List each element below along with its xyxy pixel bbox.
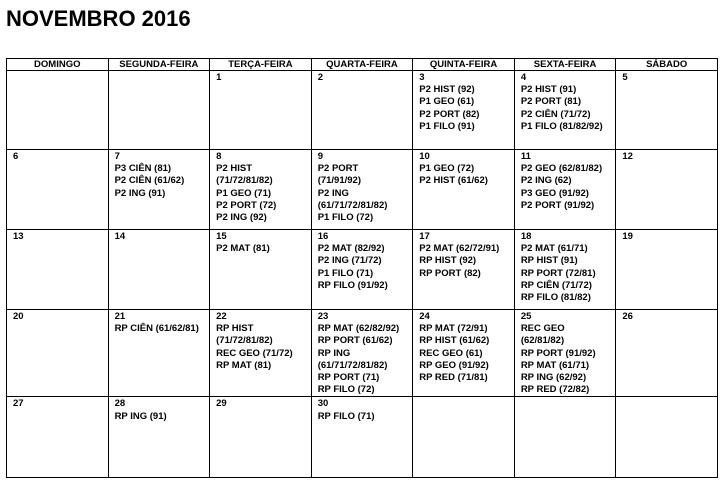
exam-entry: P2 CIÊN (71/72) [520,108,591,120]
day-cell-19 [616,230,718,310]
exam-entry: P3 CIÊN (81) [114,163,172,175]
day-number: 21 [114,311,126,322]
day-cell-17 [413,230,515,310]
exam-entry: REC GEO (61) [419,347,483,359]
exam-entry: RP ING (62/92) [520,372,587,384]
exam-entry: P1 GEO (61) [419,96,475,108]
day-number: 26 [622,311,633,322]
day-number: 24 [419,311,430,322]
exam-entry: RP CIÊN (71/72) [520,279,592,291]
day-number: 19 [622,231,633,242]
day-number: 7 [114,151,120,162]
day-cell-25 [514,310,616,397]
day-cell-18 [514,230,616,310]
exam-entry: P1 FILO (72) [317,212,374,224]
day-number: 11 [520,151,531,162]
exam-entry: P1 GEO (72) [419,163,475,175]
weekday-header-sunday: DOMINGO [7,59,109,71]
calendar-grid [6,58,718,478]
weekday-header-thursday: QUINTA-FEIRA [413,59,515,71]
exam-entry: P2 GEO (62/81/82) [520,163,603,175]
day-number: 27 [13,398,24,410]
day-cell-24 [413,310,515,397]
exam-entry: (61/71/72/81/82) [317,199,388,211]
day-cell-29 [210,397,312,478]
day-number: 17 [419,231,430,242]
day-cell-5 [616,71,718,150]
week-row [7,310,718,397]
day-number: 15 [216,231,227,242]
day-number: 12 [622,151,633,162]
day-number: 13 [13,231,24,242]
exam-entry: P2 HIST (61/62) [419,175,488,187]
day-number: 14 [114,231,126,242]
day-number: 10 [419,151,430,162]
exam-entry: RP HIST (92) [419,255,477,267]
day-cell-3 [413,71,515,150]
page-title: NOVEMBRO 2016 [6,6,191,31]
day-cell-15 [210,230,312,310]
exam-entry: P2 ING (92) [216,212,267,224]
exam-entry: RP HIST [216,323,254,335]
day-number: 8 [216,151,222,162]
exam-entry: (61/71/72/81/82) [317,359,388,371]
day-number: 2 [317,72,323,83]
exam-entry: RP MAT (81) [216,359,272,371]
week-row [7,230,718,310]
day-cell-20 [7,310,109,397]
exam-entry: P2 PORT (91/92) [520,199,595,211]
day-cell-22 [210,310,312,397]
weekday-header-tuesday: TERÇA-FEIRA [210,59,312,71]
exam-entry: P2 PORT (72) [216,199,277,211]
exam-entry: P2 MAT (82/92) [317,243,385,255]
exam-entry: RP PORT (72/81) [520,267,596,279]
day-number: 1 [216,72,222,83]
day-cell-13 [7,230,109,310]
day-cell-8 [210,150,312,230]
day-cell-10 [413,150,515,230]
day-cell-16 [311,230,413,310]
day-number: 5 [622,72,628,83]
exam-entry: RP MAT (61/71) [520,359,590,371]
day-cell-26 [616,310,718,397]
exam-entry: P2 HIST (91) [520,84,577,96]
exam-entry: (71/72/81/82) [216,335,273,347]
exam-entry: REC GEO (71/72) [216,347,293,359]
exam-entry: P1 FILO (91) [419,120,475,132]
exam-entry: RP GEO (91/92) [419,359,489,371]
day-cell-9 [311,150,413,230]
day-cell-4 [514,71,616,150]
day-number: 6 [13,151,19,162]
weekday-header-row [7,59,718,71]
empty-day-cell [514,397,616,478]
day-cell-11 [514,150,616,230]
day-cell-27 [7,397,109,478]
exam-entry: RP PORT (91/92) [520,347,596,359]
exam-entry: P2 ING (71/72) [317,255,382,267]
exam-entry: P2 MAT (81) [216,243,270,255]
exam-entry: P2 PORT (82) [419,108,480,120]
day-cell-12 [616,150,718,230]
exam-entry: RP MAT (72/91) [419,323,488,335]
exam-entry: RP FILO (71) [317,410,375,422]
exam-entry: (62/81/82) [520,335,565,347]
exam-entry: RP RED (72/82) [520,384,590,396]
day-cell-28 [108,397,210,478]
empty-day-cell [108,71,210,150]
exam-entry: RP HIST (91) [520,255,578,267]
day-cell-7 [108,150,210,230]
weekday-header-wednesday: QUARTA-FEIRA [311,59,413,71]
exam-entry: RP CIÊN (61/62/81) [114,323,199,335]
exam-entry: RP PORT (71) [317,372,380,384]
day-number: 28 [114,398,126,410]
day-cell-23 [311,310,413,397]
exam-entry: RP RED (71/81) [419,372,488,384]
exam-entry: P2 HIST (92) [419,84,475,96]
weekday-header-saturday: SÁBADO [616,59,718,71]
day-cell-21 [108,310,210,397]
exam-entry: P2 MAT (61/71) [520,243,588,255]
exam-entry: RP HIST (61/62) [419,335,490,347]
day-number: 30 [317,398,329,410]
exam-entry: RP PORT (61/62) [317,335,393,347]
exam-entry: REC GEO [520,323,565,335]
exam-entry: P2 PORT [317,163,359,175]
exam-entry: P1 GEO (71) [216,187,272,199]
exam-entry: RP FILO (81/82) [520,292,591,304]
day-cell-6 [7,150,109,230]
day-cell-1 [210,71,312,150]
day-cell-30 [311,397,413,478]
day-number: 3 [419,72,425,83]
exam-entry: P2 CIÊN (61/62) [114,175,185,187]
exam-entry: P2 PORT (81) [520,96,581,108]
weekday-header-monday: SEGUNDA-FEIRA [108,59,210,71]
day-number: 29 [216,398,227,410]
exam-entry: (71/91/92) [317,175,361,187]
exam-entry: P1 FILO (71) [317,267,374,279]
exam-entry: P2 ING (91) [114,187,166,199]
empty-day-cell [616,397,718,478]
exam-entry: RP FILO (72) [317,384,375,396]
day-number: 4 [520,72,527,83]
day-cell-2 [311,71,413,150]
exam-entry: RP MAT (62/82/92) [317,323,400,335]
exam-entry: RP FILO (91/92) [317,279,388,291]
exam-entry: P2 HIST [216,163,253,175]
exam-entry: P2 ING (62) [520,175,572,187]
exam-entry: RP ING [317,347,351,359]
empty-day-cell [413,397,515,478]
day-number: 16 [317,231,329,242]
day-number: 23 [317,311,329,322]
day-number: 18 [520,231,532,242]
exam-entry: P1 FILO (81/82/92) [520,120,603,132]
exam-entry: P2 ING [317,187,349,199]
day-number: 25 [520,311,532,322]
empty-day-cell [7,71,109,150]
exam-entry: (71/72/81/82) [216,175,273,187]
exam-entry: RP ING (91) [114,410,167,422]
exam-entry: P3 GEO (91/92) [520,187,589,199]
exam-entry: P2 MAT (62/72/91) [419,243,500,255]
week-row [7,71,718,150]
day-cell-14 [108,230,210,310]
day-number: 9 [317,151,323,162]
week-row [7,397,718,478]
day-number: 20 [13,311,24,322]
week-row [7,150,718,230]
weekday-header-friday: SEXTA-FEIRA [514,59,616,71]
day-number: 22 [216,311,227,322]
exam-entry: RP PORT (82) [419,267,481,279]
